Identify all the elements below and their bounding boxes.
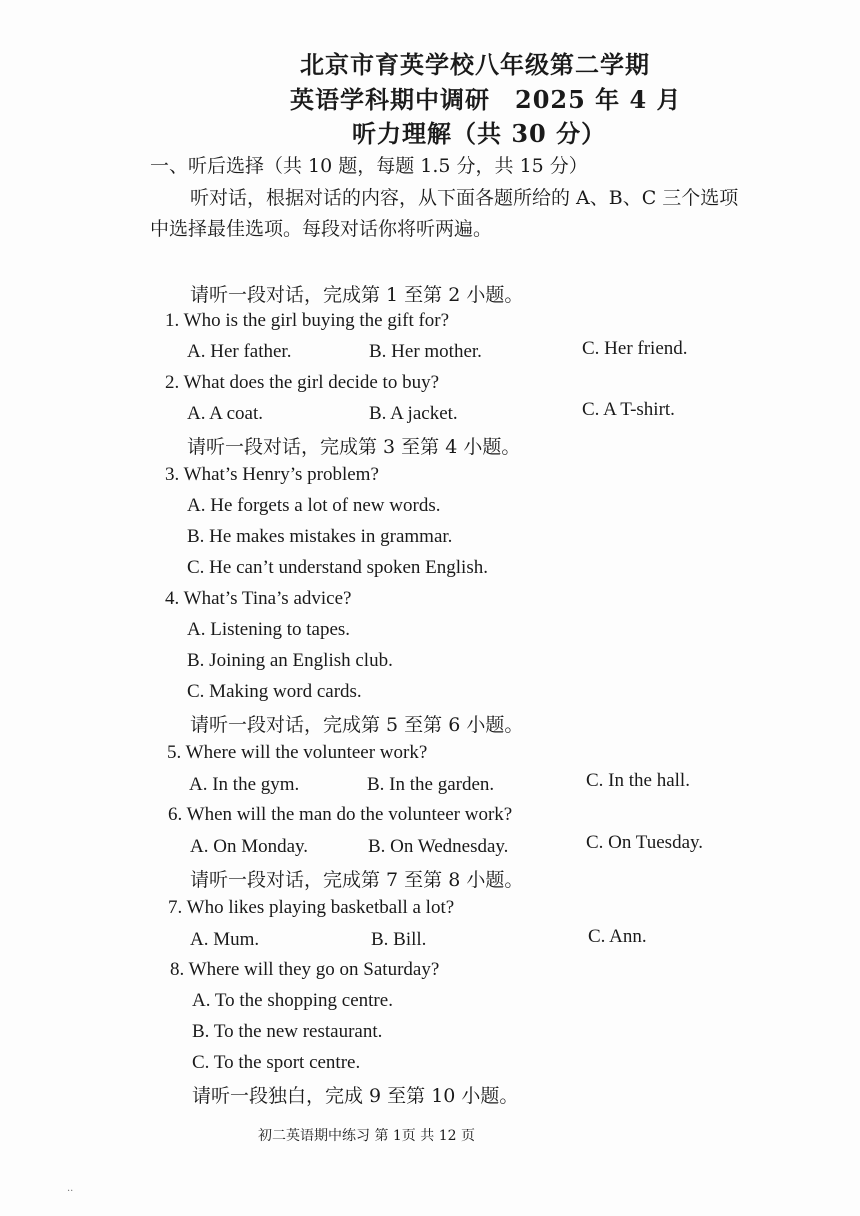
option-c: C. Making word cards. <box>187 681 362 702</box>
monologue-prompt: 请听一段独白，完成 9 至第 10 小题。 <box>192 1085 519 1107</box>
option-a: A. Listening to tapes. <box>187 619 351 640</box>
question-text: 1. Who is the girl buying the gift for? <box>165 310 450 331</box>
option-a: A. To the shopping centre. <box>192 990 393 1011</box>
section-heading: 听力理解（共 30 分） <box>352 119 607 148</box>
dialogue-prompt: 请听一段对话，完成第 5 至第 6 小题。 <box>190 714 524 736</box>
option-b: B. In the garden. <box>367 774 495 795</box>
question-text: 4. What’s Tina’s advice? <box>165 588 352 609</box>
dialogue-prompt: 请听一段对话，完成第 1 至第 2 小题。 <box>190 284 524 306</box>
question-text: 8. Where will they go on Saturday? <box>170 959 440 980</box>
option-b: B. A jacket. <box>369 403 458 424</box>
option-c: C. To the sport centre. <box>192 1052 361 1073</box>
option-a: A. A coat. <box>187 403 263 424</box>
page-footer: 初二英语期中练习 第 1页 共 12 页 <box>258 1128 475 1144</box>
option-b: B. Joining an English club. <box>187 650 393 671</box>
option-a: A. On Monday. <box>190 836 309 857</box>
exam-subject: 英语学科期中调研 <box>290 85 490 114</box>
question-text: 3. What’s Henry’s problem? <box>165 464 379 485</box>
question-text: 2. What does the girl decide to buy? <box>165 372 440 393</box>
option-b: B. To the new restaurant. <box>192 1021 383 1042</box>
option-c: C. In the hall. <box>586 770 690 791</box>
question-text: 6. When will the man do the volunteer work? <box>168 804 513 825</box>
instruction-line2: 中选择最佳选项。每段对话你将听两遍。 <box>150 218 493 240</box>
option-a: A. He forgets a lot of new words. <box>187 495 441 516</box>
option-c: C. He can’t understand spoken English. <box>187 557 488 578</box>
option-b: B. Bill. <box>371 929 427 950</box>
option-b: B. He makes mistakes in grammar. <box>187 526 453 547</box>
dialogue-prompt: 请听一段对话，完成第 3 至第 4 小题。 <box>187 436 521 458</box>
question-text: 5. Where will the volunteer work? <box>167 742 428 763</box>
school-title: 北京市育英学校八年级第二学期 <box>300 50 650 79</box>
corner-mark: ·· <box>67 1186 74 1197</box>
exam-date: 2025 年 4 月 <box>515 85 682 114</box>
option-a: A. In the gym. <box>189 774 300 795</box>
option-a: A. Her father. <box>187 341 292 362</box>
instruction-line1: 听对话，根据对话的内容，从下面各题所给的 A、B、C 三个选项 <box>190 187 739 209</box>
option-c: C. Ann. <box>588 926 647 947</box>
option-a: A. Mum. <box>190 929 260 950</box>
option-c: C. Her friend. <box>582 338 688 359</box>
option-b: B. Her mother. <box>369 341 482 362</box>
dialogue-prompt: 请听一段对话，完成第 7 至第 8 小题。 <box>190 869 524 891</box>
option-c: C. On Tuesday. <box>586 832 704 853</box>
section-title: 一、听后选择（共 10 题，每题 1.5 分，共 15 分） <box>150 155 588 177</box>
option-c: C. A T-shirt. <box>582 399 675 420</box>
question-text: 7. Who likes playing basketball a lot? <box>168 897 455 918</box>
option-b: B. On Wednesday. <box>368 836 509 857</box>
